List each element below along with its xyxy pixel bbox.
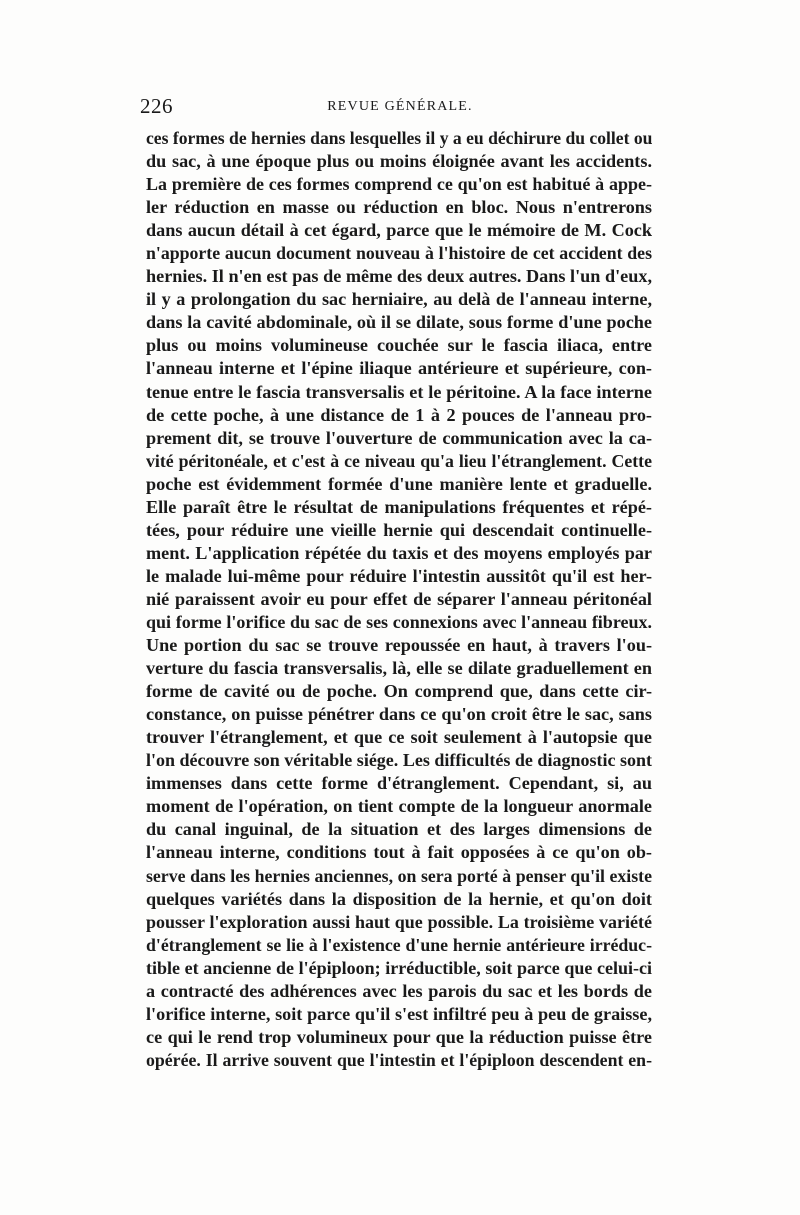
text-line: ler réduction en masse ou réduction en bloc. Nous n'entrerons — [146, 197, 652, 218]
text-line: de cette poche, à une distance de 1 à 2 pouces de l'anneau pro- — [146, 404, 652, 425]
text-line: dans aucun détail à cet égard, parce que le mémoire de M. Cock — [146, 220, 652, 241]
text-line: immenses dans cette forme d'étranglement. Cependant, si, au — [146, 773, 652, 794]
text-line: prement dit, se trouve l'ouverture de communication avec la ca- — [146, 427, 652, 448]
text-line: tées, pour réduire une vieille hernie qui descendait continuelle- — [146, 519, 652, 540]
text-line: l'anneau interne, conditions tout à fait opposées à ce qu'on ob- — [146, 842, 652, 863]
page-header — [140, 94, 660, 118]
text-line: serve dans les hernies anciennes, on sera porté à penser qu'il existe — [146, 865, 652, 886]
text-line: le malade lui-même pour réduire l'intestin aussitôt qu'il est her- — [146, 565, 652, 586]
text-line: pousser l'exploration aussi haut que possible. La troisième variété — [146, 911, 652, 932]
text-line: La première de ces formes comprend ce qu'on est habitué à appe- — [146, 174, 652, 195]
text-line: Une portion du sac se trouve repoussée en haut, à travers l'ou- — [146, 635, 652, 656]
running-head: REVUE GÉNÉRALE. — [327, 99, 473, 114]
text-line: ment. L'application répétée du taxis et des moyens employés par — [146, 542, 652, 563]
text-line: poche est évidemment formée d'une manière lente et graduelle. — [146, 473, 652, 494]
text-line: verture du fascia transversalis, là, elle se dilate graduellement en — [146, 658, 652, 679]
text-line: l'orifice interne, soit parce qu'il s'est infiltré peu à peu de graisse, — [146, 1003, 652, 1024]
page-number: 226 — [140, 94, 173, 118]
text-line: du canal inguinal, de la situation et des larges dimensions de — [146, 819, 652, 840]
text-line: du sac, à une époque plus ou moins éloignée avant les accidents. — [146, 151, 652, 172]
text-line: ces formes de hernies dans lesquelles il y a eu déchirure du collet ou — [146, 128, 652, 148]
body-text — [146, 127, 652, 1072]
text-line: ce qui le rend trop volumineux pour que la réduction puisse être — [146, 1026, 652, 1047]
text-line: plus ou moins volumineuse couchée sur le fascia iliaca, entre — [146, 335, 652, 356]
text-line: nié paraissent avoir eu pour effet de séparer l'anneau péritonéal — [146, 588, 652, 609]
text-line: moment de l'opération, on tient compte de la longueur anormale — [146, 796, 652, 817]
text-line: n'apporte aucun document nouveau à l'histoire de cet accident des — [146, 243, 652, 264]
text-line: trouver l'étranglement, et que ce soit seulement à l'autopsie que — [146, 727, 652, 748]
text-line: quelques variétés dans la disposition de la hernie, et qu'on doit — [146, 888, 652, 909]
text-line: forme de cavité ou de poche. On comprend que, dans cette cir- — [146, 681, 652, 702]
text-line: tenue entre le fascia transversalis et le péritoine. A la face interne — [146, 381, 652, 402]
text-line: opérée. Il arrive souvent que l'intestin et l'épiploon descendent en- — [146, 1049, 652, 1070]
text-line: d'étranglement se lie à l'existence d'une hernie antérieure irréduc- — [146, 934, 652, 955]
text-line: dans la cavité abdominale, où il se dilate, sous forme d'une poche — [146, 312, 652, 333]
text-line: qui forme l'orifice du sac de ses connexions avec l'anneau fibreux. — [146, 611, 652, 632]
text-line: tible et ancienne de l'épiploon; irréductible, soit parce que celui-ci — [146, 957, 652, 978]
text-line: il y a prolongation du sac herniaire, au delà de l'anneau interne, — [146, 289, 652, 310]
text-line: l'on découvre son véritable siége. Les difficultés de diagnostic sont — [146, 750, 652, 771]
text-line: constance, on puisse pénétrer dans ce qu'on croit être le sac, sans — [146, 704, 652, 725]
text-line: hernies. Il n'en est pas de même des deux autres. Dans l'un d'eux, — [146, 266, 652, 287]
text-line: vité péritonéale, et c'est à ce niveau qu'a lieu l'étranglement. Cette — [146, 450, 652, 471]
text-line: Elle paraît être le résultat de manipulations fréquentes et répé- — [146, 496, 652, 517]
text-line: l'anneau interne et l'épine iliaque antérieure et supérieure, con- — [146, 358, 652, 379]
text-line: a contracté des adhérences avec les parois du sac et les bords de — [146, 980, 652, 1001]
